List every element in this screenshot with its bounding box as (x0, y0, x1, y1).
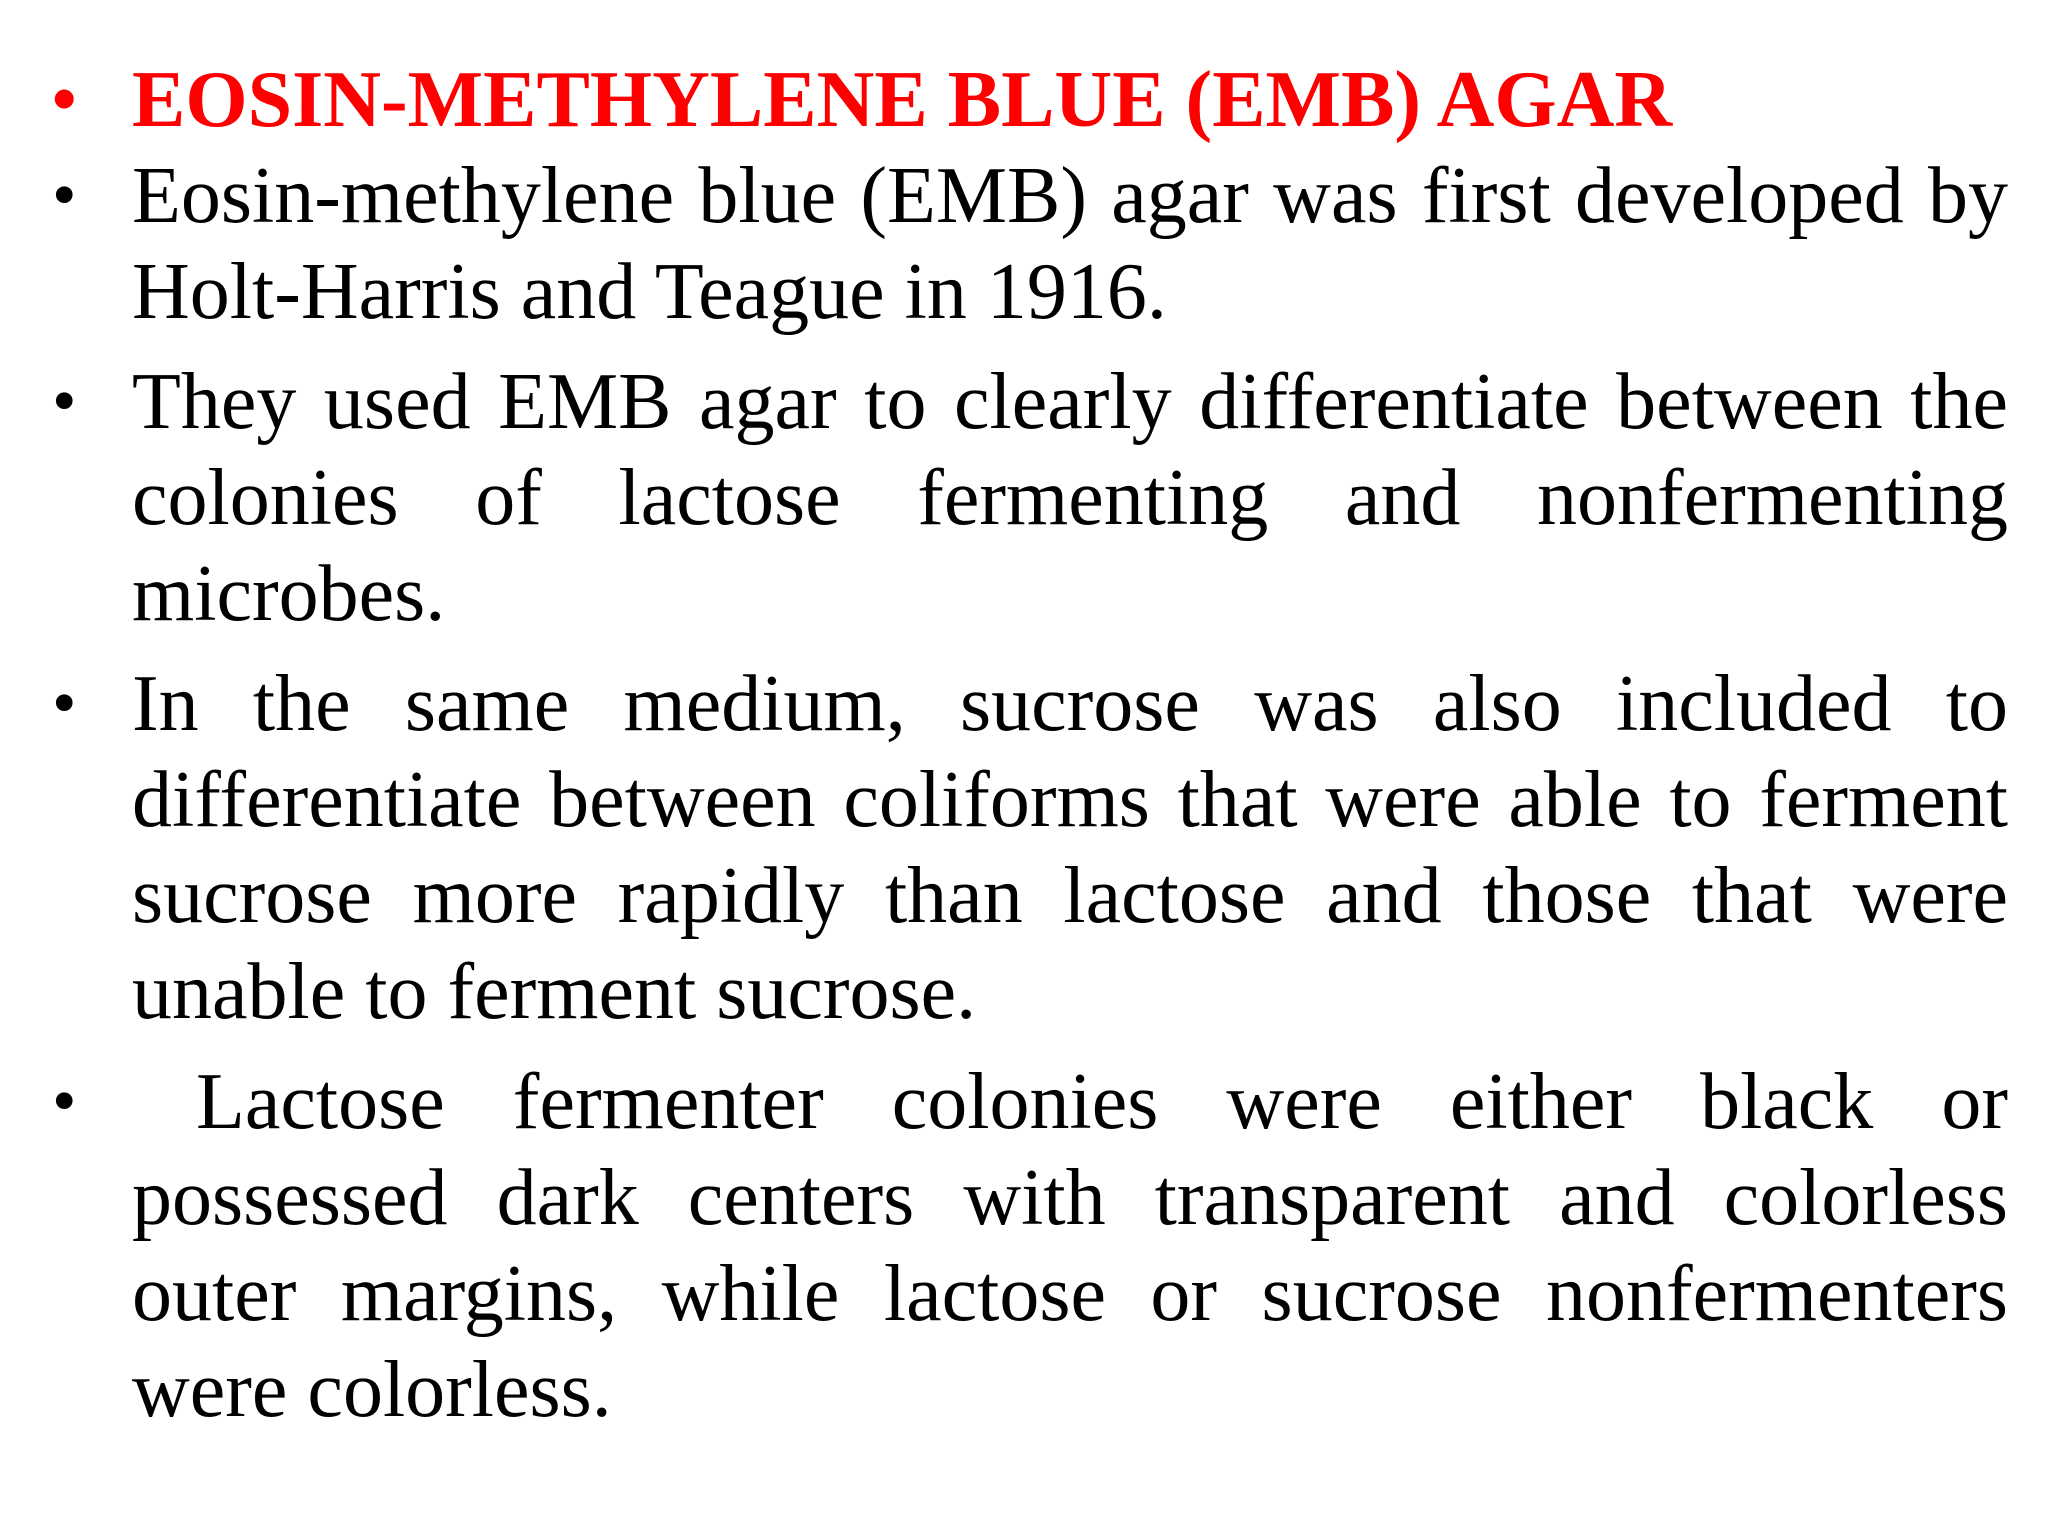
bullet-heading (52, 52, 2008, 148)
bullet-dot: • (52, 363, 77, 440)
bullet-text: They used EMB agar to clearly differentiate between the colonies of lactose fermenting and nonfermenting microbes. (132, 358, 2008, 638)
bullet-text: Lactose fermenter colonies were either black or possessed dark centers with transparent and colorless outer margins, while lactose or sucrose nonfermenters were colorless. (132, 1058, 2008, 1434)
bullet-list (52, 52, 2008, 1438)
bullet-dot: • (52, 61, 77, 138)
bullet-item-sucrose (52, 656, 2008, 1040)
bullet-item-colonies (52, 1054, 2008, 1438)
heading-text: EOSIN-METHYLENE BLUE (EMB) AGAR (132, 56, 1673, 144)
bullet-item-history (52, 148, 2008, 340)
bullet-text: Eosin-methylene blue (EMB) agar was first developed by Holt-Harris and Teague in 1916. (132, 152, 2008, 336)
bullet-dot: • (52, 157, 77, 234)
bullet-dot: • (52, 665, 77, 742)
bullet-text: In the same medium, sucrose was also included to differentiate between coliforms that were able to ferment sucrose more rapidly than lactose and those that were unable to ferment sucrose. (132, 660, 2008, 1036)
bullet-dot: • (52, 1063, 77, 1140)
bullet-item-differentiation (52, 354, 2008, 642)
